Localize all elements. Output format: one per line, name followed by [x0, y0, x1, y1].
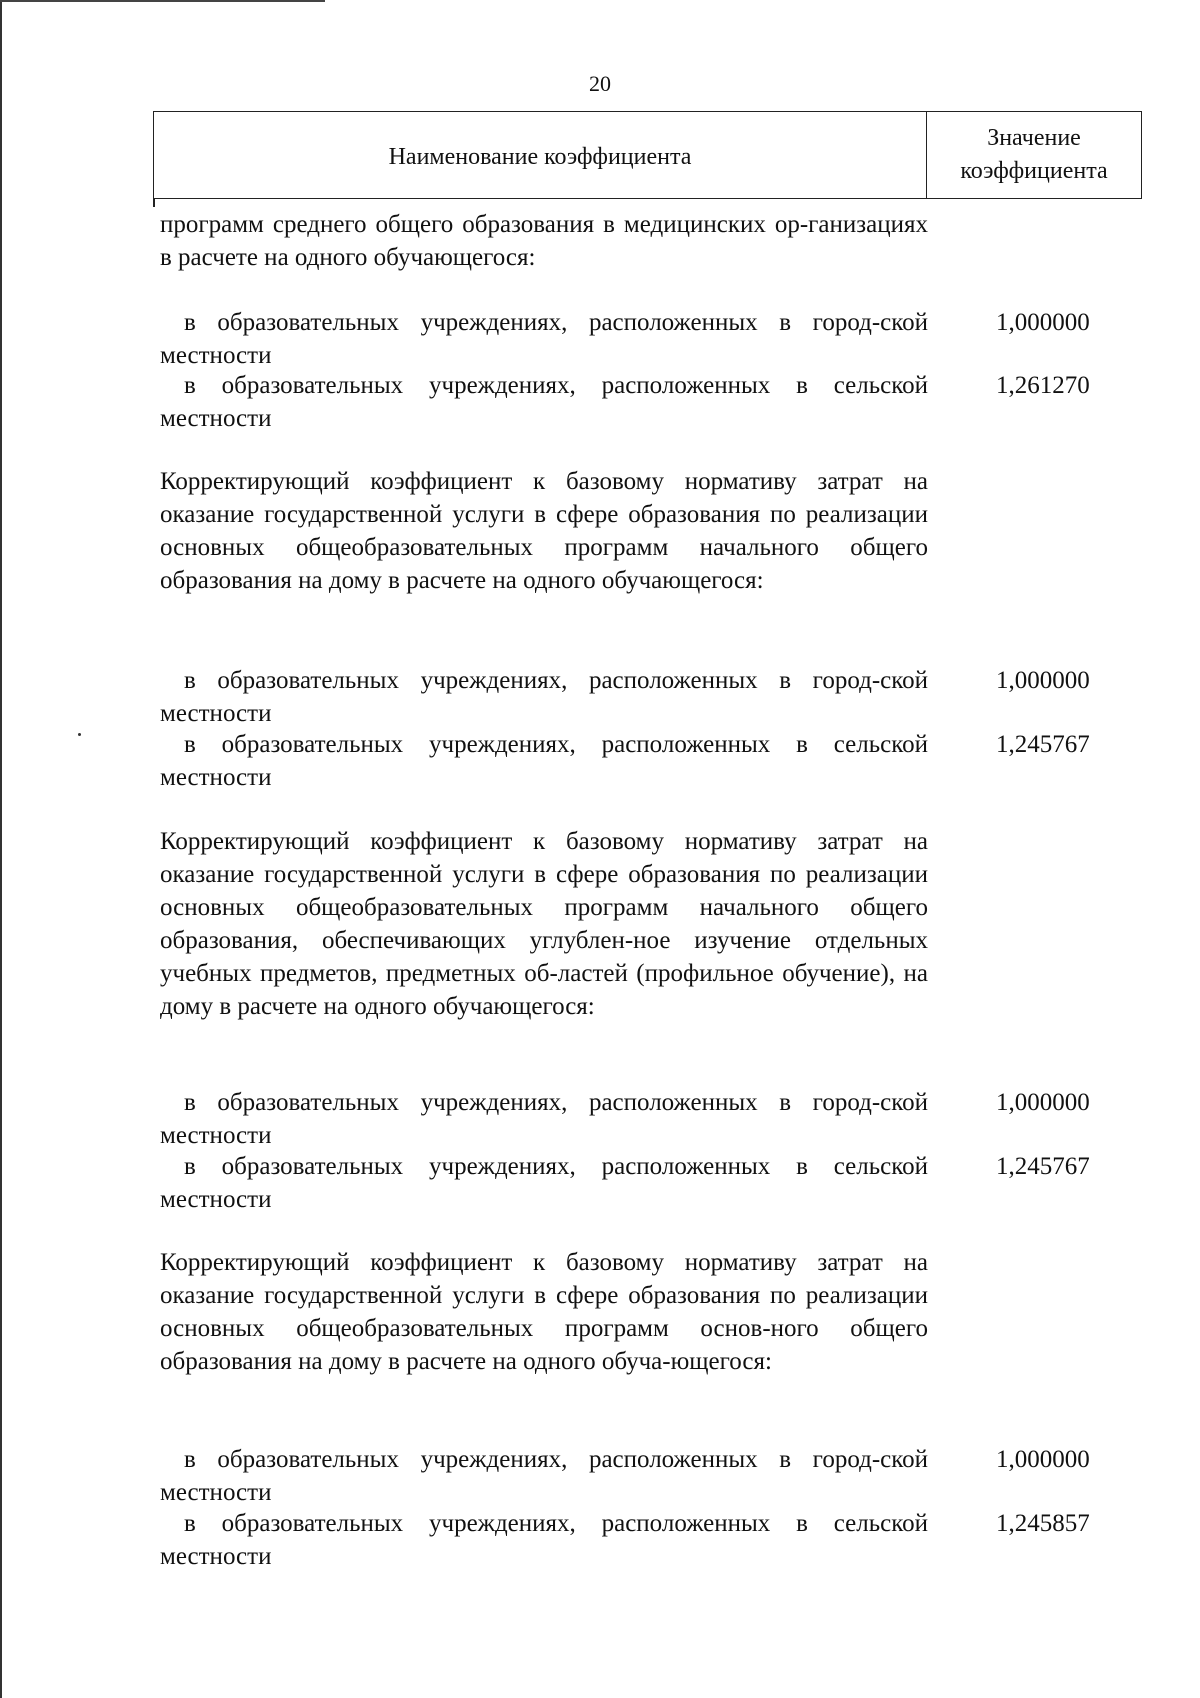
row-value: 1,245767	[996, 1153, 1090, 1180]
row-text: Корректирующий коэффициент к базовому нормативу затрат на оказание государственной услуги в сфере образования по реализации основных общеобразовательных программ начального общего образования на дому в расчете на одного обучающегося:	[160, 468, 928, 594]
table-row	[160, 208, 1200, 274]
table-left-border	[153, 199, 155, 207]
table-row	[160, 306, 1200, 372]
scan-speck	[78, 733, 81, 736]
scan-edge-left	[0, 0, 2, 1698]
table-row	[160, 1150, 1200, 1216]
page-number: 20	[589, 71, 611, 96]
row-text: в образовательных учреждениях, расположенных в сельской местности	[160, 1153, 928, 1213]
table-row	[160, 664, 1200, 730]
scan-edge-top	[0, 0, 325, 2]
row-value: 1,261270	[996, 372, 1090, 399]
table-row	[160, 465, 1200, 597]
table-row	[160, 1443, 1200, 1509]
row-text: в образовательных учреждениях, расположенных в город-ской местности	[160, 1446, 928, 1506]
row-text: программ среднего общего образования в медицинских ор-ганизациях в расчете на одного обучающегося:	[160, 211, 928, 271]
row-value: 1,000000	[996, 1446, 1090, 1473]
row-value: 1,245857	[996, 1510, 1090, 1537]
row-value: 1,000000	[996, 667, 1090, 694]
row-value: 1,245767	[996, 731, 1090, 758]
table-row	[160, 728, 1200, 794]
column-header-value: Значение коэффициента	[960, 125, 1108, 184]
row-value: 1,000000	[996, 1089, 1090, 1116]
row-text: в образовательных учреждениях, расположенных в сельской местности	[160, 731, 928, 791]
table-row	[160, 369, 1200, 435]
table-row	[160, 1246, 1200, 1378]
row-text: в образовательных учреждениях, расположенных в город-ской местности	[160, 1089, 928, 1149]
table-row	[160, 1086, 1200, 1152]
row-text: Корректирующий коэффициент к базовому нормативу затрат на оказание государственной услуги в сфере образования по реализации основных общеобразовательных программ основ-ного общего образования на дому в расчете на одного обуча-ющегося:	[160, 1249, 928, 1375]
row-text: в образовательных учреждениях, расположенных в город-ской местности	[160, 667, 928, 727]
row-value: 1,000000	[996, 309, 1090, 336]
table-header	[153, 111, 1142, 199]
row-text: в образовательных учреждениях, расположенных в сельской местности	[160, 372, 928, 432]
row-text: Корректирующий коэффициент к базовому нормативу затрат на оказание государственной услуги в сфере образования по реализации основных общеобразовательных программ начального общего образования, обеспечивающих углублен-ное изучение отдельных учебных предметов, предметных об-ластей (профильное обучение), на дому в расчете на одного обучающегося:	[160, 828, 928, 1020]
column-header-name: Наименование коэффициента	[154, 112, 927, 198]
table-row	[160, 1507, 1200, 1573]
table-row	[160, 825, 1200, 1023]
row-text: в образовательных учреждениях, расположенных в город-ской местности	[160, 309, 928, 369]
row-text: в образовательных учреждениях, расположенных в сельской местности	[160, 1510, 928, 1570]
